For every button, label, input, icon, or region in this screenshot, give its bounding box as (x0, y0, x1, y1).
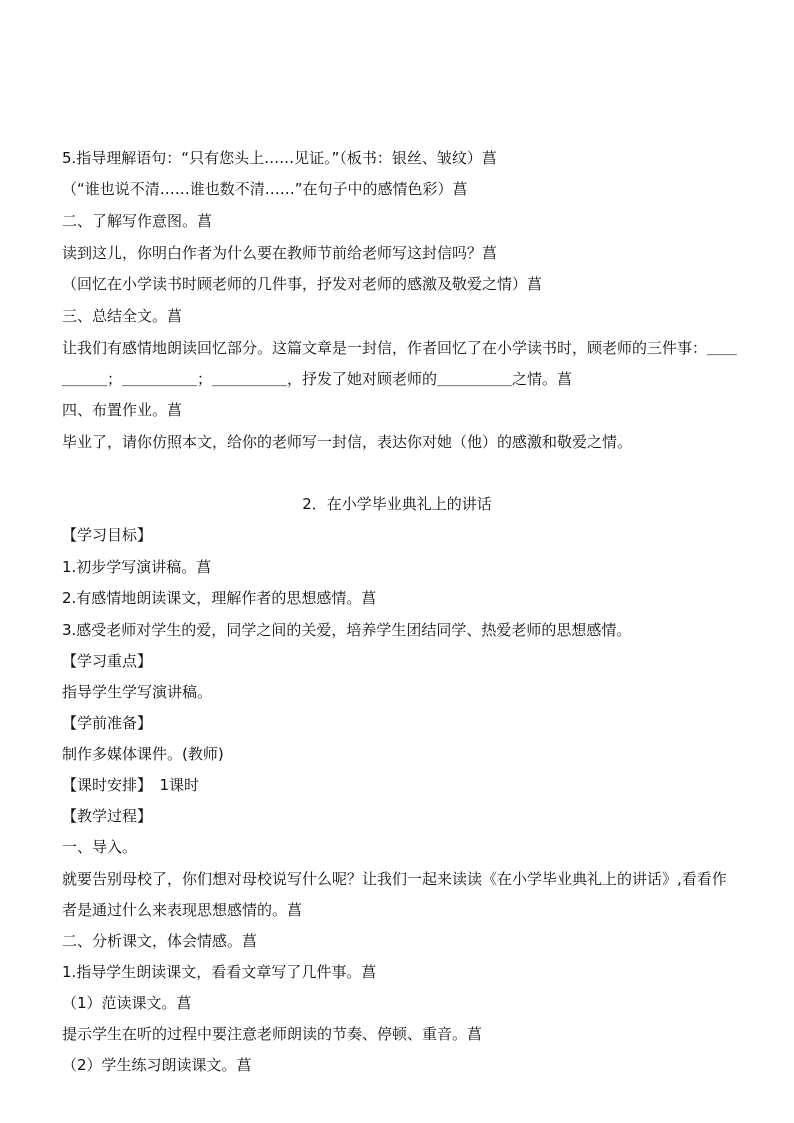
section-heading: 一、导入。 (62, 838, 138, 856)
text-line: 3.感受老师对学生的爱，同学之间的关爱，培养学生团结同学、热爱老师的思想感情。 (62, 621, 632, 639)
text-line: 让我们有感情地朗读回忆部分。这篇文章是一封信，作者回忆了在小学读书时，顾老师的三件事：＿＿ (62, 339, 738, 357)
section-heading: 四、布置作业。菖 (62, 401, 183, 419)
text-line: 1.初步学写演讲稿。菖 (62, 558, 212, 576)
text-line: 毕业了，请你仿照本文，给你的老师写一封信，表达你对她（他）的感激和敬爱之情。 (62, 433, 633, 451)
text-line: 制作多媒体课件。(教师) (62, 745, 224, 763)
text-line: 读到这儿，你明白作者为什么要在教师节前给老师写这封信吗？菖 (62, 244, 498, 262)
section-label: 【课时安排】 1课时 (62, 776, 200, 794)
text-line: 者是通过什么来表现思想感情的。菖 (62, 901, 303, 919)
section-label: 【学前准备】 (62, 714, 153, 732)
text-line: （“谁也说不清……谁也数不清……”在句子中的感情色彩）菖 (62, 180, 468, 198)
text-line: （2）学生练习朗读课文。菖 (62, 1056, 252, 1074)
section-heading: 二、了解写作意图。菖 (62, 212, 213, 230)
text-line: 2.有感情地朗读课文，理解作者的思想感情。菖 (62, 589, 377, 607)
text-line: 5.指导理解语句：“只有您头上……见证。”（板书：银丝、皱纹）菖 (62, 149, 497, 167)
lesson-title: 2．在小学毕业典礼上的讲话 (302, 495, 492, 513)
text-line: （1）范读课文。菖 (62, 994, 192, 1012)
text-line: 提示学生在听的过程中要注意老师朗读的节奏、停顿、重音。菖 (62, 1025, 483, 1043)
text-line: 就要告别母校了，你们想对母校说写什么呢？让我们一起来读读《在小学毕业典礼上的讲话》,看看作 (62, 870, 727, 888)
text-line: （回忆在小学读书时顾老师的几件事，抒发对老师的感激及敬爱之情）菖 (62, 275, 543, 293)
section-label: 【教学过程】 (62, 807, 153, 825)
section-label: 【学习重点】 (62, 652, 153, 670)
text-line: 指导学生学写演讲稿。 (62, 683, 213, 701)
section-label: 【学习目标】 (62, 526, 153, 544)
section-heading: 二、分析课文，体会情感。菖 (62, 932, 258, 950)
text-line: 1.指导学生朗读课文，看看文章写了几件事。菖 (62, 963, 377, 981)
section-heading: 三、总结全文。菖 (62, 307, 183, 325)
text-line: ＿＿＿；＿＿＿＿＿；＿＿＿＿＿，抒发了她对顾老师的＿＿＿＿＿之情。菖 (62, 370, 573, 388)
